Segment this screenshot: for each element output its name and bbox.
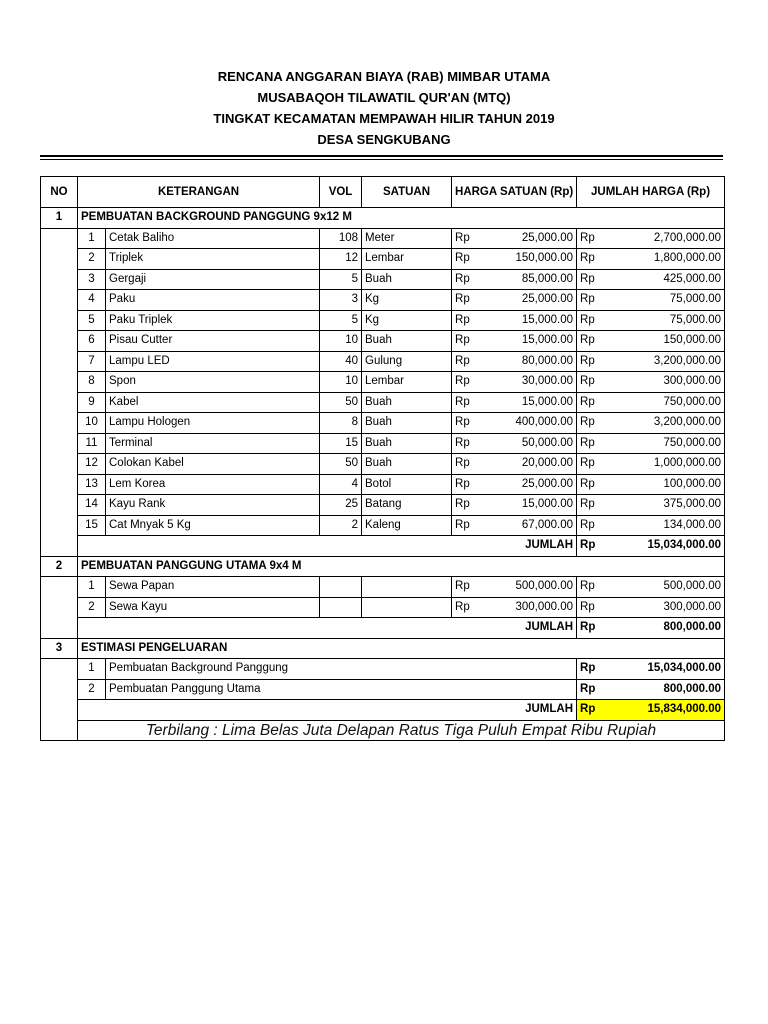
total-currency: Rp	[577, 269, 613, 290]
subtotal-currency: Rp	[577, 536, 613, 557]
subtotal-label: JUMLAH	[78, 618, 577, 639]
subtotal-value: 15,034,000.00	[613, 536, 725, 557]
item-total: 100,000.00	[613, 474, 725, 495]
item-unit-price: 15,000.00	[490, 495, 577, 516]
header-harga-satuan: HARGA SATUAN (Rp)	[452, 177, 577, 208]
item-number: 2	[78, 597, 106, 618]
item-total: 750,000.00	[613, 433, 725, 454]
price-currency: Rp	[452, 269, 490, 290]
summary-number: 1	[78, 659, 106, 680]
section-header-row	[41, 208, 725, 229]
item-unit: Batang	[362, 495, 452, 516]
item-vol: 50	[320, 392, 362, 413]
item-unit	[362, 577, 452, 598]
item-number: 12	[78, 454, 106, 475]
item-number: 10	[78, 413, 106, 434]
item-unit: Kg	[362, 290, 452, 311]
summary-name: Pembuatan Panggung Utama	[106, 679, 577, 700]
item-unit: Buah	[362, 413, 452, 434]
summary-number: 2	[78, 679, 106, 700]
item-vol: 5	[320, 310, 362, 331]
subtotal-row	[41, 618, 725, 639]
price-currency: Rp	[452, 310, 490, 331]
grand-total-value: 15,834,000.00	[613, 700, 725, 721]
total-currency: Rp	[577, 495, 613, 516]
item-name: Sewa Kayu	[106, 597, 320, 618]
item-number: 14	[78, 495, 106, 516]
item-vol: 4	[320, 474, 362, 495]
item-number: 3	[78, 269, 106, 290]
item-number: 2	[78, 249, 106, 270]
item-name: Gergaji	[106, 269, 320, 290]
item-total: 150,000.00	[613, 331, 725, 352]
item-unit: Lembar	[362, 249, 452, 270]
item-unit: Lembar	[362, 372, 452, 393]
subtotal-currency: Rp	[577, 618, 613, 639]
item-vol: 3	[320, 290, 362, 311]
item-total: 425,000.00	[613, 269, 725, 290]
item-unit: Meter	[362, 228, 452, 249]
table-row	[41, 474, 725, 495]
total-currency: Rp	[577, 433, 613, 454]
table-row	[41, 454, 725, 475]
item-vol: 40	[320, 351, 362, 372]
item-total: 750,000.00	[613, 392, 725, 413]
document-title-block	[0, 66, 768, 150]
item-unit: Botol	[362, 474, 452, 495]
table-row	[41, 433, 725, 454]
item-vol: 15	[320, 433, 362, 454]
item-name: Paku Triplek	[106, 310, 320, 331]
total-currency: Rp	[577, 515, 613, 536]
item-unit: Kg	[362, 310, 452, 331]
item-total: 1,800,000.00	[613, 249, 725, 270]
price-currency: Rp	[452, 392, 490, 413]
item-name: Colokan Kabel	[106, 454, 320, 475]
item-vol: 2	[320, 515, 362, 536]
total-currency: Rp	[577, 228, 613, 249]
title-line-2: MUSABAQOH TILAWATIL QUR'AN (MTQ)	[257, 90, 511, 105]
item-vol: 12	[320, 249, 362, 270]
total-currency: Rp	[577, 474, 613, 495]
item-total: 300,000.00	[613, 597, 725, 618]
price-currency: Rp	[452, 331, 490, 352]
total-currency: Rp	[577, 454, 613, 475]
table-row	[41, 290, 725, 311]
total-currency: Rp	[577, 249, 613, 270]
item-unit: Gulung	[362, 351, 452, 372]
grand-total-currency: Rp	[577, 700, 613, 721]
item-unit-price: 500,000.00	[490, 577, 577, 598]
item-unit: Buah	[362, 433, 452, 454]
item-unit	[362, 597, 452, 618]
section-no-spacer	[41, 577, 78, 639]
budget-table	[40, 176, 725, 741]
subtotal-row	[41, 536, 725, 557]
title-line-4: DESA SENGKUBANG	[317, 132, 451, 147]
table-row	[41, 269, 725, 290]
total-currency: Rp	[577, 413, 613, 434]
price-currency: Rp	[452, 577, 490, 598]
item-unit: Buah	[362, 331, 452, 352]
item-name: Cetak Baliho	[106, 228, 320, 249]
item-number: 13	[78, 474, 106, 495]
item-total: 75,000.00	[613, 290, 725, 311]
item-total: 300,000.00	[613, 372, 725, 393]
item-unit-price: 400,000.00	[490, 413, 577, 434]
price-currency: Rp	[452, 515, 490, 536]
section-number: 3	[41, 638, 78, 659]
section-header-row	[41, 638, 725, 659]
item-name: Lampu Hologen	[106, 413, 320, 434]
title-divider-thick	[40, 155, 723, 157]
item-number: 8	[78, 372, 106, 393]
item-unit-price: 85,000.00	[490, 269, 577, 290]
subtotal-value: 800,000.00	[613, 618, 725, 639]
price-currency: Rp	[452, 228, 490, 249]
budget-table-body	[41, 177, 725, 741]
item-unit-price: 15,000.00	[490, 392, 577, 413]
item-name: Triplek	[106, 249, 320, 270]
item-number: 9	[78, 392, 106, 413]
price-currency: Rp	[452, 597, 490, 618]
summary-total: 15,034,000.00	[613, 659, 725, 680]
price-currency: Rp	[452, 454, 490, 475]
item-unit-price: 15,000.00	[490, 331, 577, 352]
table-header-row	[41, 177, 725, 208]
item-name: Cat Mnyak 5 Kg	[106, 515, 320, 536]
title-line-3: TINGKAT KECAMATAN MEMPAWAH HILIR TAHUN 2019	[213, 111, 555, 126]
total-currency: Rp	[577, 577, 613, 598]
item-unit: Buah	[362, 454, 452, 475]
summary-currency: Rp	[577, 659, 613, 680]
item-unit-price: 25,000.00	[490, 474, 577, 495]
item-name: Lem Korea	[106, 474, 320, 495]
item-vol: 108	[320, 228, 362, 249]
item-name: Pisau Cutter	[106, 331, 320, 352]
section-number: 2	[41, 556, 78, 577]
table-row	[41, 597, 725, 618]
price-currency: Rp	[452, 474, 490, 495]
section-no-spacer	[41, 659, 78, 741]
item-unit-price: 25,000.00	[490, 290, 577, 311]
total-currency: Rp	[577, 392, 613, 413]
subtotal-label: JUMLAH	[78, 536, 577, 557]
item-name: Paku	[106, 290, 320, 311]
table-row	[41, 515, 725, 536]
item-number: 5	[78, 310, 106, 331]
item-unit-price: 30,000.00	[490, 372, 577, 393]
item-vol: 5	[320, 269, 362, 290]
item-number: 6	[78, 331, 106, 352]
item-name: Lampu LED	[106, 351, 320, 372]
price-currency: Rp	[452, 372, 490, 393]
table-row	[41, 372, 725, 393]
item-name: Kayu Rank	[106, 495, 320, 516]
item-vol: 10	[320, 331, 362, 352]
item-number: 1	[78, 577, 106, 598]
item-number: 4	[78, 290, 106, 311]
price-currency: Rp	[452, 413, 490, 434]
price-currency: Rp	[452, 351, 490, 372]
table-row	[41, 679, 725, 700]
table-row	[41, 577, 725, 598]
grand-total-row	[41, 700, 725, 721]
title-line-1: RENCANA ANGGARAN BIAYA (RAB) MIMBAR UTAMA	[217, 69, 551, 84]
item-unit-price: 80,000.00	[490, 351, 577, 372]
item-unit: Buah	[362, 392, 452, 413]
grand-total-label: JUMLAH	[78, 700, 577, 721]
item-unit-price: 20,000.00	[490, 454, 577, 475]
section-number: 1	[41, 208, 78, 229]
total-currency: Rp	[577, 331, 613, 352]
item-vol: 50	[320, 454, 362, 475]
summary-currency: Rp	[577, 679, 613, 700]
summary-total: 800,000.00	[613, 679, 725, 700]
section-header-row	[41, 556, 725, 577]
header-vol: VOL	[320, 177, 362, 208]
item-total: 3,200,000.00	[613, 413, 725, 434]
total-currency: Rp	[577, 372, 613, 393]
item-unit-price: 25,000.00	[490, 228, 577, 249]
terbilang-row	[41, 720, 725, 741]
section-title: ESTIMASI PENGELUARAN	[78, 638, 725, 659]
item-name: Terminal	[106, 433, 320, 454]
total-currency: Rp	[577, 290, 613, 311]
section-title: PEMBUATAN BACKGROUND PANGGUNG 9x12 M	[78, 208, 725, 229]
table-row	[41, 310, 725, 331]
price-currency: Rp	[452, 495, 490, 516]
header-jumlah-harga: JUMLAH HARGA (Rp)	[577, 177, 725, 208]
table-row	[41, 228, 725, 249]
item-unit-price: 50,000.00	[490, 433, 577, 454]
item-unit-price: 300,000.00	[490, 597, 577, 618]
section-no-spacer	[41, 228, 78, 556]
total-currency: Rp	[577, 310, 613, 331]
price-currency: Rp	[452, 433, 490, 454]
item-unit-price: 67,000.00	[490, 515, 577, 536]
item-number: 1	[78, 228, 106, 249]
section-title: PEMBUATAN PANGGUNG UTAMA 9x4 M	[78, 556, 725, 577]
item-total: 375,000.00	[613, 495, 725, 516]
table-row	[41, 659, 725, 680]
item-total: 3,200,000.00	[613, 351, 725, 372]
item-total: 134,000.00	[613, 515, 725, 536]
table-row	[41, 495, 725, 516]
summary-name: Pembuatan Background Panggung	[106, 659, 577, 680]
price-currency: Rp	[452, 290, 490, 311]
header-satuan: SATUAN	[362, 177, 452, 208]
item-vol	[320, 597, 362, 618]
price-currency: Rp	[452, 249, 490, 270]
table-row	[41, 249, 725, 270]
total-currency: Rp	[577, 351, 613, 372]
item-unit-price: 15,000.00	[490, 310, 577, 331]
table-row	[41, 413, 725, 434]
item-number: 15	[78, 515, 106, 536]
header-no: NO	[41, 177, 78, 208]
item-number: 7	[78, 351, 106, 372]
terbilang-text: Terbilang : Lima Belas Juta Delapan Ratus Tiga Puluh Empat Ribu Rupiah	[78, 720, 725, 741]
item-vol: 10	[320, 372, 362, 393]
title-divider-thin	[40, 159, 723, 160]
item-total: 2,700,000.00	[613, 228, 725, 249]
item-vol: 25	[320, 495, 362, 516]
item-name: Kabel	[106, 392, 320, 413]
item-name: Spon	[106, 372, 320, 393]
item-vol	[320, 577, 362, 598]
item-name: Sewa Papan	[106, 577, 320, 598]
table-row	[41, 392, 725, 413]
table-row	[41, 351, 725, 372]
item-number: 11	[78, 433, 106, 454]
header-keterangan: KETERANGAN	[78, 177, 320, 208]
item-total: 75,000.00	[613, 310, 725, 331]
item-total: 1,000,000.00	[613, 454, 725, 475]
item-total: 500,000.00	[613, 577, 725, 598]
total-currency: Rp	[577, 597, 613, 618]
item-unit-price: 150,000.00	[490, 249, 577, 270]
item-unit: Buah	[362, 269, 452, 290]
item-vol: 8	[320, 413, 362, 434]
item-unit: Kaleng	[362, 515, 452, 536]
table-row	[41, 331, 725, 352]
